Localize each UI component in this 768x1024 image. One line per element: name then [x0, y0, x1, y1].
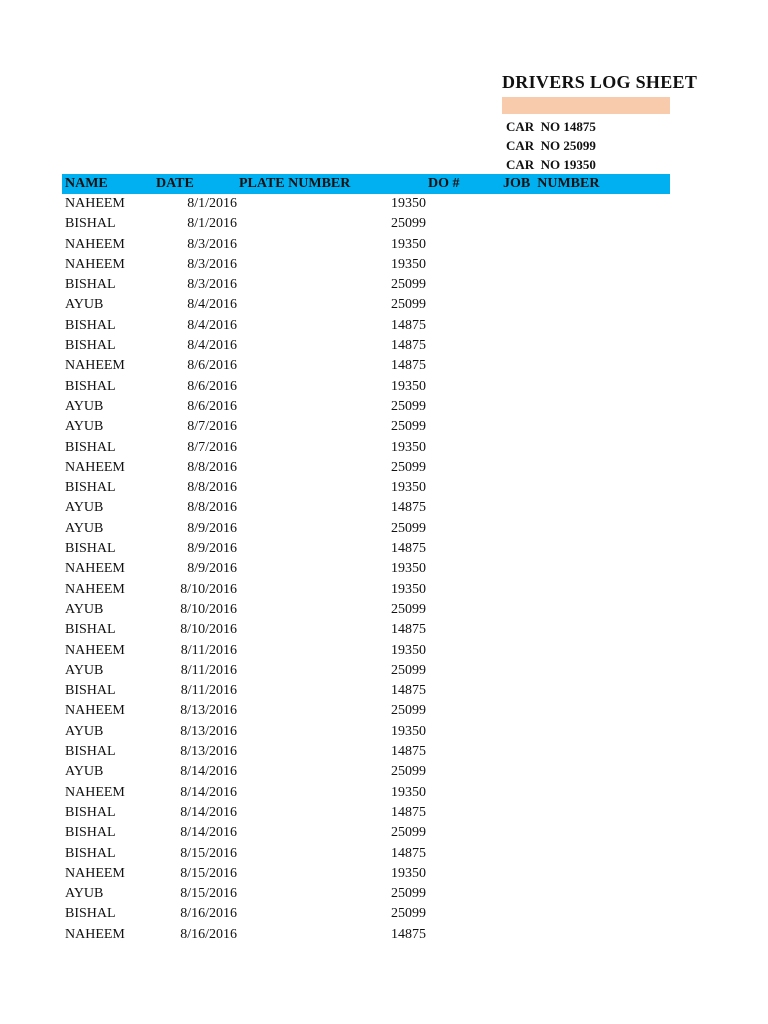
cell-name: AYUB [65, 764, 104, 780]
cell-date: 8/10/2016 [180, 622, 237, 638]
table-row [62, 742, 670, 762]
cell-car-number: 14875 [391, 338, 426, 354]
cell-date: 8/9/2016 [187, 561, 237, 577]
table-row [62, 235, 670, 255]
cell-car-number: 25099 [391, 398, 426, 414]
cell-date: 8/11/2016 [180, 683, 237, 699]
cell-name: BISHAL [65, 825, 116, 841]
header-plate-number: PLATE NUMBER [239, 176, 351, 191]
cell-car-number: 19350 [391, 236, 426, 252]
cell-car-number: 19350 [391, 480, 426, 496]
cell-car-number: 19350 [391, 865, 426, 881]
table-row [62, 762, 670, 782]
cell-car-number: 25099 [391, 297, 426, 313]
cell-car-number: 25099 [391, 216, 426, 232]
table-row [62, 194, 670, 214]
cell-name: NAHEEM [65, 865, 125, 881]
table-row [62, 620, 670, 640]
cell-name: NAHEEM [65, 784, 125, 800]
cell-car-number: 19350 [391, 256, 426, 272]
cell-date: 8/13/2016 [180, 723, 237, 739]
table-row [62, 539, 670, 559]
cell-name: AYUB [65, 886, 104, 902]
table-row [62, 884, 670, 904]
table-row [62, 356, 670, 376]
cell-date: 8/14/2016 [180, 804, 237, 820]
cell-car-number: 25099 [391, 825, 426, 841]
cell-name: BISHAL [65, 277, 116, 293]
cell-date: 8/11/2016 [180, 642, 237, 658]
cell-date: 8/15/2016 [180, 865, 237, 881]
cell-car-number: 19350 [391, 378, 426, 394]
cell-name: BISHAL [65, 906, 116, 922]
cell-name: NAHEEM [65, 256, 125, 272]
table-row [62, 722, 670, 742]
table-body [62, 194, 670, 945]
cell-car-number: 14875 [391, 804, 426, 820]
cell-car-number: 25099 [391, 886, 426, 902]
cell-name: BISHAL [65, 744, 116, 760]
table-row [62, 316, 670, 336]
table-row [62, 438, 670, 458]
table-row [62, 498, 670, 518]
header-date: DATE [156, 176, 194, 191]
cell-car-number: 25099 [391, 906, 426, 922]
cell-date: 8/1/2016 [187, 216, 237, 232]
cell-car-number: 14875 [391, 926, 426, 942]
cell-name: AYUB [65, 601, 104, 617]
cell-name: NAHEEM [65, 561, 125, 577]
table-row [62, 864, 670, 884]
cell-date: 8/15/2016 [180, 886, 237, 902]
sheet-title: DRIVERS LOG SHEET [502, 72, 698, 92]
cell-name: NAHEEM [65, 358, 125, 374]
cell-name: BISHAL [65, 683, 116, 699]
cell-date: 8/14/2016 [180, 825, 237, 841]
cell-name: NAHEEM [65, 581, 125, 597]
cell-car-number: 14875 [391, 622, 426, 638]
cell-date: 8/8/2016 [187, 500, 237, 516]
cell-date: 8/3/2016 [187, 256, 237, 272]
cell-date: 8/7/2016 [187, 439, 237, 455]
cell-car-number: 19350 [391, 561, 426, 577]
cell-car-number: 25099 [391, 601, 426, 617]
table-row [62, 214, 670, 234]
cell-name: NAHEEM [65, 236, 125, 252]
table-row [62, 904, 670, 924]
table-row [62, 519, 670, 539]
cell-name: BISHAL [65, 338, 116, 354]
cell-date: 8/13/2016 [180, 703, 237, 719]
cell-car-number: 25099 [391, 764, 426, 780]
table-row [62, 681, 670, 701]
cell-date: 8/6/2016 [187, 378, 237, 394]
cell-name: AYUB [65, 419, 104, 435]
cell-date: 8/14/2016 [180, 784, 237, 800]
cell-date: 8/3/2016 [187, 236, 237, 252]
table-row [62, 823, 670, 843]
cell-car-number: 14875 [391, 358, 426, 374]
cell-name: AYUB [65, 520, 104, 536]
cell-date: 8/16/2016 [180, 906, 237, 922]
cell-date: 8/14/2016 [180, 764, 237, 780]
table-row [62, 295, 670, 315]
cell-name: BISHAL [65, 317, 116, 333]
car-line: CAR NO 19350 [506, 157, 596, 172]
cell-car-number: 14875 [391, 317, 426, 333]
table-row [62, 580, 670, 600]
cell-name: BISHAL [65, 845, 116, 861]
cell-name: BISHAL [65, 480, 116, 496]
cell-date: 8/9/2016 [187, 541, 237, 557]
cell-name: AYUB [65, 297, 104, 313]
cell-car-number: 14875 [391, 845, 426, 861]
header-do-number: DO # [428, 176, 460, 191]
cell-date: 8/6/2016 [187, 398, 237, 414]
table-row [62, 701, 670, 721]
cell-car-number: 19350 [391, 723, 426, 739]
table-row [62, 458, 670, 478]
cell-car-number: 25099 [391, 419, 426, 435]
cell-date: 8/8/2016 [187, 480, 237, 496]
cell-car-number: 14875 [391, 500, 426, 516]
cell-name: AYUB [65, 662, 104, 678]
table-row [62, 844, 670, 864]
table-row [62, 925, 670, 945]
cell-date: 8/1/2016 [187, 196, 237, 211]
cell-name: NAHEEM [65, 196, 125, 211]
cell-car-number: 19350 [391, 196, 426, 211]
cell-car-number: 25099 [391, 277, 426, 293]
cell-car-number: 25099 [391, 703, 426, 719]
cell-name: BISHAL [65, 622, 116, 638]
header-name: NAME [65, 176, 108, 191]
cell-name: BISHAL [65, 804, 116, 820]
cell-name: BISHAL [65, 216, 116, 232]
cell-name: BISHAL [65, 378, 116, 394]
car-list [506, 117, 596, 174]
cell-car-number: 19350 [391, 784, 426, 800]
cell-car-number: 19350 [391, 439, 426, 455]
cell-date: 8/15/2016 [180, 845, 237, 861]
table-row [62, 783, 670, 803]
cell-date: 8/16/2016 [180, 926, 237, 942]
table-row [62, 661, 670, 681]
table-header-row [62, 174, 670, 194]
table-row [62, 377, 670, 397]
cell-car-number: 14875 [391, 683, 426, 699]
cell-date: 8/3/2016 [187, 277, 237, 293]
cell-date: 8/7/2016 [187, 419, 237, 435]
cell-car-number: 25099 [391, 662, 426, 678]
cell-name: BISHAL [65, 439, 116, 455]
cell-car-number: 19350 [391, 642, 426, 658]
table-row [62, 397, 670, 417]
cell-date: 8/4/2016 [187, 338, 237, 354]
cell-car-number: 14875 [391, 541, 426, 557]
cell-car-number: 25099 [391, 520, 426, 536]
cell-name: AYUB [65, 723, 104, 739]
cell-date: 8/9/2016 [187, 520, 237, 536]
cell-car-number: 19350 [391, 581, 426, 597]
cell-date: 8/10/2016 [180, 601, 237, 617]
cell-date: 8/4/2016 [187, 297, 237, 313]
cell-date: 8/8/2016 [187, 459, 237, 475]
header-job-number: JOB NUMBER [503, 176, 600, 191]
cell-name: AYUB [65, 398, 104, 414]
table-row [62, 275, 670, 295]
cell-car-number: 25099 [391, 459, 426, 475]
table-row [62, 641, 670, 661]
table-row [62, 803, 670, 823]
cell-name: NAHEEM [65, 926, 125, 942]
table-row [62, 336, 670, 356]
cell-date: 8/6/2016 [187, 358, 237, 374]
car-line: CAR NO 14875 [506, 119, 596, 134]
table-row [62, 559, 670, 579]
cell-car-number: 14875 [391, 744, 426, 760]
cell-date: 8/10/2016 [180, 581, 237, 597]
cell-date: 8/11/2016 [180, 662, 237, 678]
cell-name: AYUB [65, 500, 104, 516]
cell-name: NAHEEM [65, 703, 125, 719]
title-band [502, 97, 670, 114]
cell-date: 8/4/2016 [187, 317, 237, 333]
cell-name: NAHEEM [65, 459, 125, 475]
cell-name: BISHAL [65, 541, 116, 557]
table-row [62, 478, 670, 498]
table-row [62, 417, 670, 437]
cell-name: NAHEEM [65, 642, 125, 658]
table-row [62, 600, 670, 620]
car-line: CAR NO 25099 [506, 138, 596, 153]
table-row [62, 255, 670, 275]
cell-date: 8/13/2016 [180, 744, 237, 760]
